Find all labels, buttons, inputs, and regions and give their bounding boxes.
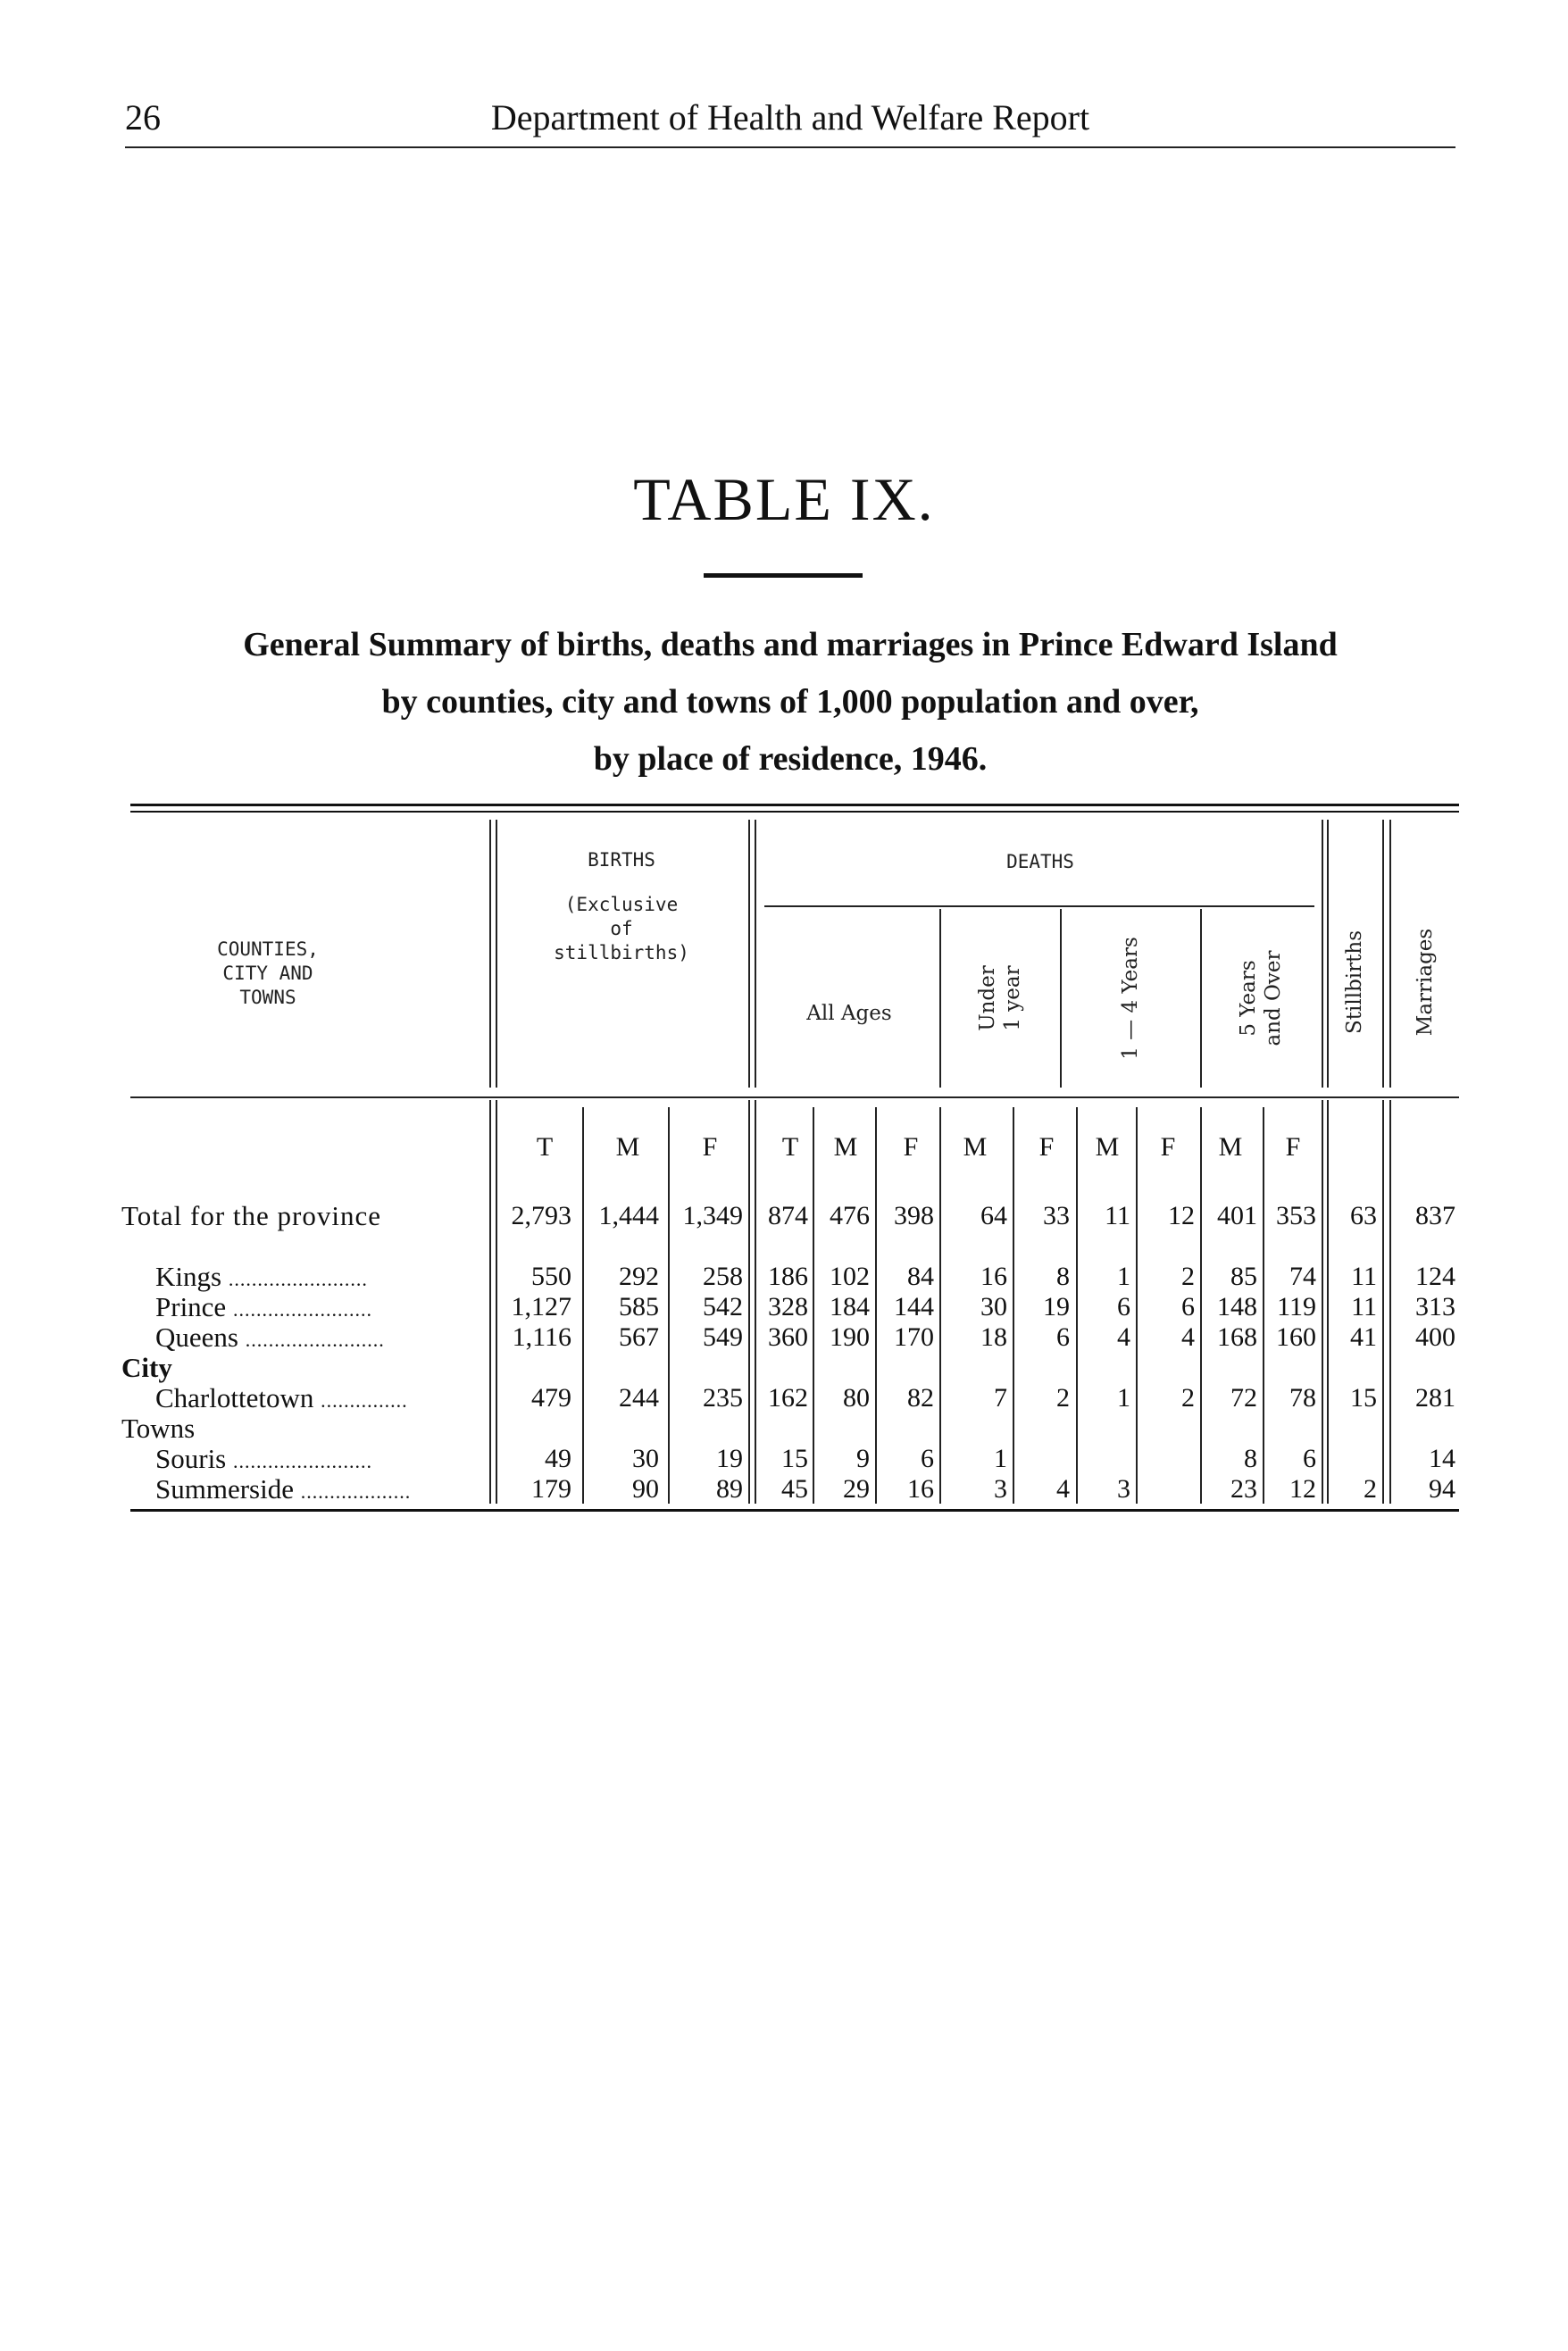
cell-1to4-male: 6 xyxy=(1117,1292,1130,1321)
row-label-queens xyxy=(155,1321,385,1356)
cell-1to4-female: 4 xyxy=(1181,1322,1195,1352)
cell-deaths-female: 16 xyxy=(907,1474,934,1504)
stub-header xyxy=(161,938,375,1010)
body-column-rule xyxy=(496,1100,497,1504)
row-label-text: Queens xyxy=(155,1321,238,1353)
body-column-rule xyxy=(1327,1100,1329,1504)
cell-births-female: 19 xyxy=(716,1444,743,1473)
cell-under1-male: 7 xyxy=(994,1383,1007,1413)
cell-deaths-total: 186 xyxy=(768,1262,808,1291)
body-column-rule xyxy=(1013,1107,1014,1504)
body-column-rule xyxy=(748,1100,750,1504)
running-header xyxy=(125,89,1455,148)
cell-stillbirths: 11 xyxy=(1351,1292,1377,1321)
rotated-header-line: 1 year xyxy=(1001,965,1024,1031)
cell-1to4-male: 11 xyxy=(1105,1201,1130,1230)
cell-under1-female: 6 xyxy=(1056,1322,1070,1352)
cell-births-male: 30 xyxy=(632,1444,659,1473)
cell-under1-female: 8 xyxy=(1056,1262,1070,1291)
row-label-text: Charlottetown xyxy=(155,1382,314,1413)
rotated-header-line: Under xyxy=(976,965,999,1031)
cell-marriages: 124 xyxy=(1415,1262,1455,1291)
deaths-header: DEATHS xyxy=(1006,851,1074,872)
cell-5over-male: 23 xyxy=(1230,1474,1257,1504)
table-caption xyxy=(125,616,1455,788)
cell-5over-female: 74 xyxy=(1289,1262,1316,1291)
cell-deaths-female: 82 xyxy=(907,1383,934,1413)
group-label-towns: Towns xyxy=(121,1413,196,1444)
column-rule xyxy=(1389,820,1391,1088)
cell-births-female: 542 xyxy=(703,1292,743,1321)
cell-stillbirths: 2 xyxy=(1364,1474,1377,1504)
body-column-rule xyxy=(1200,1107,1202,1504)
cell-deaths-male: 29 xyxy=(843,1474,870,1504)
column-rule xyxy=(1060,909,1062,1088)
body-column-rule xyxy=(668,1107,670,1504)
cell-births-total: 179 xyxy=(531,1474,571,1504)
cell-births-total: 550 xyxy=(531,1262,571,1291)
cell-deaths-female: 398 xyxy=(894,1201,934,1230)
cell-stillbirths: 41 xyxy=(1350,1322,1377,1352)
cell-births-total: 1,127 xyxy=(511,1292,571,1321)
stillbirths-header: Stillbirths xyxy=(1343,930,1366,1034)
header-bottom-rule xyxy=(130,1096,1459,1098)
caption-line: General Summary of births, deaths and marriages in Prince Edward Island xyxy=(243,626,1338,663)
leader-dots: ........................ xyxy=(233,1449,372,1472)
table-top-rule-second xyxy=(130,811,1459,813)
cell-births-male: 292 xyxy=(619,1262,659,1291)
subheader-1to4-m: M xyxy=(1095,1132,1120,1162)
cell-deaths-male: 190 xyxy=(830,1322,870,1352)
cell-5over-female: 12 xyxy=(1289,1474,1316,1504)
cell-marriages: 94 xyxy=(1429,1474,1455,1504)
row-label-text: Prince xyxy=(155,1291,227,1322)
leader-dots: ................... xyxy=(300,1480,412,1503)
cell-births-female: 235 xyxy=(703,1383,743,1413)
cell-births-female: 258 xyxy=(703,1262,743,1291)
deaths-span-rule xyxy=(764,905,1314,907)
body-column-rule xyxy=(1322,1100,1323,1504)
cell-births-female: 89 xyxy=(716,1474,743,1504)
cell-births-male: 585 xyxy=(619,1292,659,1321)
cell-under1-female: 33 xyxy=(1043,1201,1070,1230)
cell-5over-female: 353 xyxy=(1276,1201,1316,1230)
cell-stillbirths: 11 xyxy=(1351,1262,1377,1291)
cell-1to4-female: 2 xyxy=(1181,1383,1195,1413)
stub-header-line: CITY AND xyxy=(222,963,313,984)
subheader-deaths-m: M xyxy=(833,1132,858,1162)
cell-marriages: 281 xyxy=(1415,1383,1455,1413)
subheader-under1-m: M xyxy=(963,1132,988,1162)
cell-5over-male: 168 xyxy=(1217,1322,1257,1352)
stub-header-line: COUNTIES, xyxy=(217,938,319,960)
cell-births-total: 479 xyxy=(531,1383,571,1413)
subheader-1to4-f: F xyxy=(1160,1132,1176,1162)
cell-under1-female: 2 xyxy=(1056,1383,1070,1413)
cell-1to4-male: 1 xyxy=(1117,1383,1130,1413)
column-rule xyxy=(939,909,941,1088)
cell-5over-male: 72 xyxy=(1230,1383,1257,1413)
cell-5over-male: 8 xyxy=(1244,1444,1257,1473)
table-bottom-rule xyxy=(130,1509,1459,1512)
five-years-over-header xyxy=(1236,950,1286,1046)
cell-5over-female: 6 xyxy=(1303,1444,1316,1473)
caption-line: by place of residence, 1946. xyxy=(593,740,988,778)
cell-deaths-male: 102 xyxy=(830,1262,870,1291)
row-label-total: Total for the province xyxy=(121,1200,381,1231)
cell-stillbirths: 63 xyxy=(1350,1201,1377,1230)
body-column-rule xyxy=(875,1107,877,1504)
cell-deaths-male: 9 xyxy=(856,1444,870,1473)
cell-marriages: 313 xyxy=(1415,1292,1455,1321)
column-rule xyxy=(489,820,491,1088)
cell-under1-male: 16 xyxy=(980,1262,1007,1291)
cell-5over-female: 78 xyxy=(1289,1383,1316,1413)
cell-births-female: 549 xyxy=(703,1322,743,1352)
cell-deaths-total: 328 xyxy=(768,1292,808,1321)
body-column-rule xyxy=(582,1107,584,1504)
cell-stillbirths: 15 xyxy=(1350,1383,1377,1413)
cell-births-male: 90 xyxy=(632,1474,659,1504)
cell-births-total: 1,116 xyxy=(512,1322,571,1352)
column-rule xyxy=(748,820,750,1088)
body-column-rule xyxy=(939,1107,941,1504)
leader-dots: ........................ xyxy=(245,1328,385,1351)
leader-dots: ........................ xyxy=(228,1267,368,1290)
cell-deaths-total: 360 xyxy=(768,1322,808,1352)
cell-under1-male: 18 xyxy=(980,1322,1007,1352)
one-to-four-years-header: 1 — 4 Years xyxy=(1119,937,1142,1060)
cell-births-total: 49 xyxy=(545,1444,571,1473)
column-rule xyxy=(755,820,756,1088)
cell-1to4-female: 6 xyxy=(1181,1292,1195,1321)
cell-1to4-male: 3 xyxy=(1117,1474,1130,1504)
body-column-rule xyxy=(1382,1100,1384,1504)
all-ages-header: All Ages xyxy=(806,1002,892,1025)
cell-births-female: 1,349 xyxy=(682,1201,743,1230)
cell-5over-male: 148 xyxy=(1217,1292,1257,1321)
cell-under1-female: 19 xyxy=(1043,1292,1070,1321)
cell-births-total: 2,793 xyxy=(511,1201,571,1230)
cell-deaths-total: 162 xyxy=(768,1383,808,1413)
cell-under1-female: 4 xyxy=(1056,1474,1070,1504)
cell-deaths-female: 84 xyxy=(907,1262,934,1291)
table-top-rule xyxy=(130,804,1459,806)
table-title: TABLE IX. xyxy=(633,465,935,533)
body-column-rule xyxy=(1076,1107,1078,1504)
cell-5over-female: 160 xyxy=(1276,1322,1316,1352)
row-label-summerside xyxy=(155,1473,411,1508)
body-column-rule xyxy=(1136,1107,1138,1504)
subheader-births-t: T xyxy=(536,1132,554,1162)
cell-under1-male: 30 xyxy=(980,1292,1007,1321)
body-column-rule xyxy=(1389,1100,1391,1504)
cell-under1-male: 3 xyxy=(994,1474,1007,1504)
births-note-line: of xyxy=(610,918,633,939)
cell-marriages: 837 xyxy=(1415,1201,1455,1230)
cell-deaths-total: 874 xyxy=(768,1201,808,1230)
under-1-year-header xyxy=(975,965,1025,1031)
running-title: Department of Health and Welfare Report xyxy=(490,97,1090,138)
cell-marriages: 400 xyxy=(1415,1322,1455,1352)
cell-1to4-female: 2 xyxy=(1181,1262,1195,1291)
cell-under1-male: 64 xyxy=(980,1201,1007,1230)
cell-5over-female: 119 xyxy=(1277,1292,1316,1321)
subheader-deaths-f: F xyxy=(903,1132,919,1162)
cell-births-male: 567 xyxy=(619,1322,659,1352)
column-rule xyxy=(1322,820,1323,1088)
subheader-5over-m: M xyxy=(1218,1132,1243,1162)
stub-header-line: TOWNS xyxy=(239,987,296,1008)
cell-deaths-total: 15 xyxy=(781,1444,808,1473)
row-label-text: Souris xyxy=(155,1443,227,1474)
subheader-births-f: F xyxy=(702,1132,718,1162)
cell-deaths-female: 6 xyxy=(921,1444,934,1473)
column-rule xyxy=(1327,820,1329,1088)
row-label-text: Kings xyxy=(155,1261,222,1292)
cell-deaths-male: 476 xyxy=(830,1201,870,1230)
subheader-5over-f: F xyxy=(1285,1132,1301,1162)
cell-5over-male: 85 xyxy=(1230,1262,1257,1291)
cell-1to4-male: 4 xyxy=(1117,1322,1130,1352)
births-note xyxy=(500,893,743,965)
cell-under1-male: 1 xyxy=(994,1444,1007,1473)
body-column-rule xyxy=(1263,1107,1264,1504)
column-rule xyxy=(1200,909,1202,1088)
births-header: BIRTHS xyxy=(588,849,655,871)
cell-deaths-male: 80 xyxy=(843,1383,870,1413)
cell-marriages: 14 xyxy=(1429,1444,1455,1473)
subheader-deaths-t: T xyxy=(781,1132,799,1162)
births-note-line: stillbirths) xyxy=(554,942,689,963)
rotated-header-line: and Over xyxy=(1262,950,1285,1046)
leader-dots: ........................ xyxy=(232,1297,372,1321)
marriages-header: Marriages xyxy=(1414,928,1437,1037)
cell-1to4-female: 12 xyxy=(1168,1201,1195,1230)
body-column-rule xyxy=(489,1100,491,1504)
body-column-rule xyxy=(813,1107,814,1504)
cell-deaths-female: 170 xyxy=(894,1322,934,1352)
births-note-line: (Exclusive xyxy=(564,894,679,915)
row-label-text: Summerside xyxy=(155,1473,294,1505)
column-rule xyxy=(1382,820,1384,1088)
cell-1to4-male: 1 xyxy=(1117,1262,1130,1291)
group-label-city: City xyxy=(121,1352,172,1383)
title-rule xyxy=(704,573,863,578)
body-column-rule xyxy=(755,1100,756,1504)
cell-5over-male: 401 xyxy=(1217,1201,1257,1230)
leader-dots: ............... xyxy=(321,1388,408,1412)
cell-deaths-male: 184 xyxy=(830,1292,870,1321)
cell-deaths-female: 144 xyxy=(894,1292,934,1321)
subheader-births-m: M xyxy=(615,1132,640,1162)
page-number: 26 xyxy=(125,97,161,138)
cell-deaths-total: 45 xyxy=(781,1474,808,1504)
rotated-header-line: 5 Years xyxy=(1237,960,1260,1037)
subheader-under1-f: F xyxy=(1038,1132,1055,1162)
caption-line: by counties, city and towns of 1,000 population and over, xyxy=(381,683,1199,721)
column-rule xyxy=(496,820,497,1088)
cell-births-male: 244 xyxy=(619,1383,659,1413)
cell-births-male: 1,444 xyxy=(598,1201,659,1230)
